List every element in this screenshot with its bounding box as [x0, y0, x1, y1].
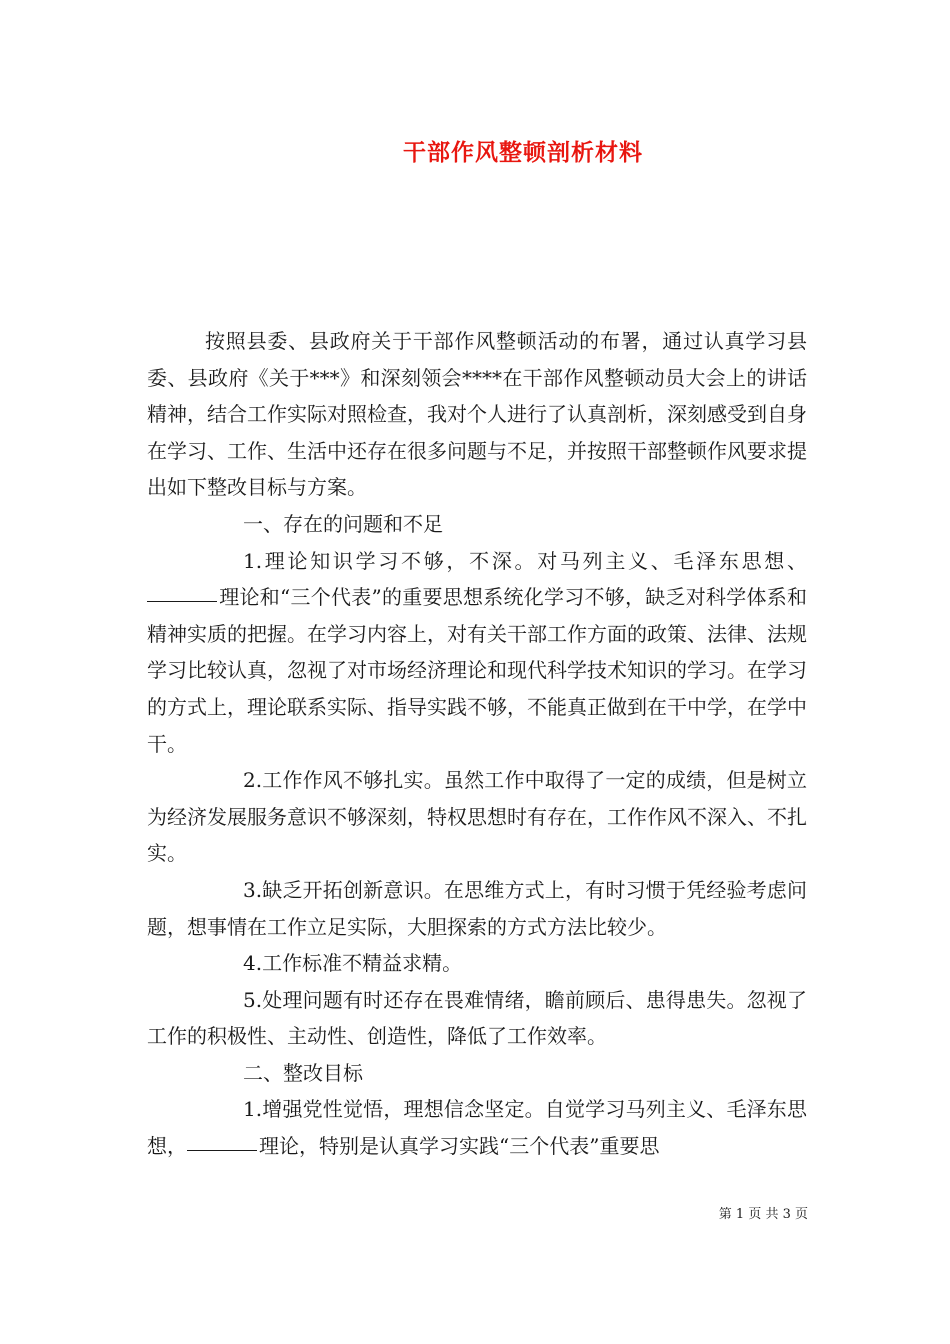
document-title: 干部作风整顿剖析材料	[403, 139, 643, 166]
problem-item-2: 2.工作作风不够扎实。虽然工作中取得了一定的成绩，但是树立为经济发展服务意识不够深刻，特权思想时有存在，工作作风不深入、不扎实。	[147, 768, 807, 866]
problem-item-3: 3.缺乏开拓创新意识。在思维方式上，有时习惯于凭经验考虑问题，想事情在工作立足实际，大胆探索的方式方法比较少。	[147, 877, 807, 939]
goal-item-1	[147, 1091, 807, 1164]
goal-item-1-start: 1.增强党性觉悟，理想信念坚定。自觉学习马列主义、毛泽东思想，	[147, 1097, 807, 1159]
problem-item-5: 5.处理问题有时还存在畏难情绪，瞻前顾后、患得患失。忽视了工作的积极性、主动性、创造性，降低了工作效率。	[147, 987, 807, 1049]
problem-item-1	[147, 543, 807, 763]
problem-item-1-start: 1.理论知识学习不够，不深。对马列主义、毛泽东思想、	[243, 548, 807, 573]
problem-item-1-rest: 理论和“三个代表”的重要思想系统化学习不够，缺乏对科学体系和精神实质的把握。在学习内容上，对有关干部工作方面的政策、法律、法规学习比较认真，忽视了对市场经济理论和现代科学技术知识的学习。在学习的方式上，理论联系实际、指导实践不够，不能真正做到在干中学，在学中干。	[147, 585, 807, 756]
problem-item-4: 4.工作标准不精益求精。	[243, 951, 463, 976]
fill-blank	[147, 600, 217, 602]
document-body	[147, 323, 807, 1165]
section-heading-problems: 一、存在的问题和不足	[243, 511, 443, 536]
section-heading-goals: 二、整改目标	[243, 1060, 363, 1085]
fill-blank	[187, 1149, 257, 1151]
intro-paragraph: 按照县委、县政府关于干部作风整顿活动的布署，通过认真学习县委、县政府《关于***》和深刻领会****在干部作风整顿动员大会上的讲话精神，结合工作实际对照检查，我对个人进行了认真剖析，深刻感受到自身在学习、工作、生活中还存在很多问题与不足，并按照干部整顿作风要求提出如下整改目标与方案。	[147, 329, 807, 500]
goal-item-1-rest: 理论，特别是认真学习实践“三个代表”重要思	[259, 1134, 660, 1159]
page-footer: 第 1 页 共 3 页	[718, 1207, 808, 1222]
